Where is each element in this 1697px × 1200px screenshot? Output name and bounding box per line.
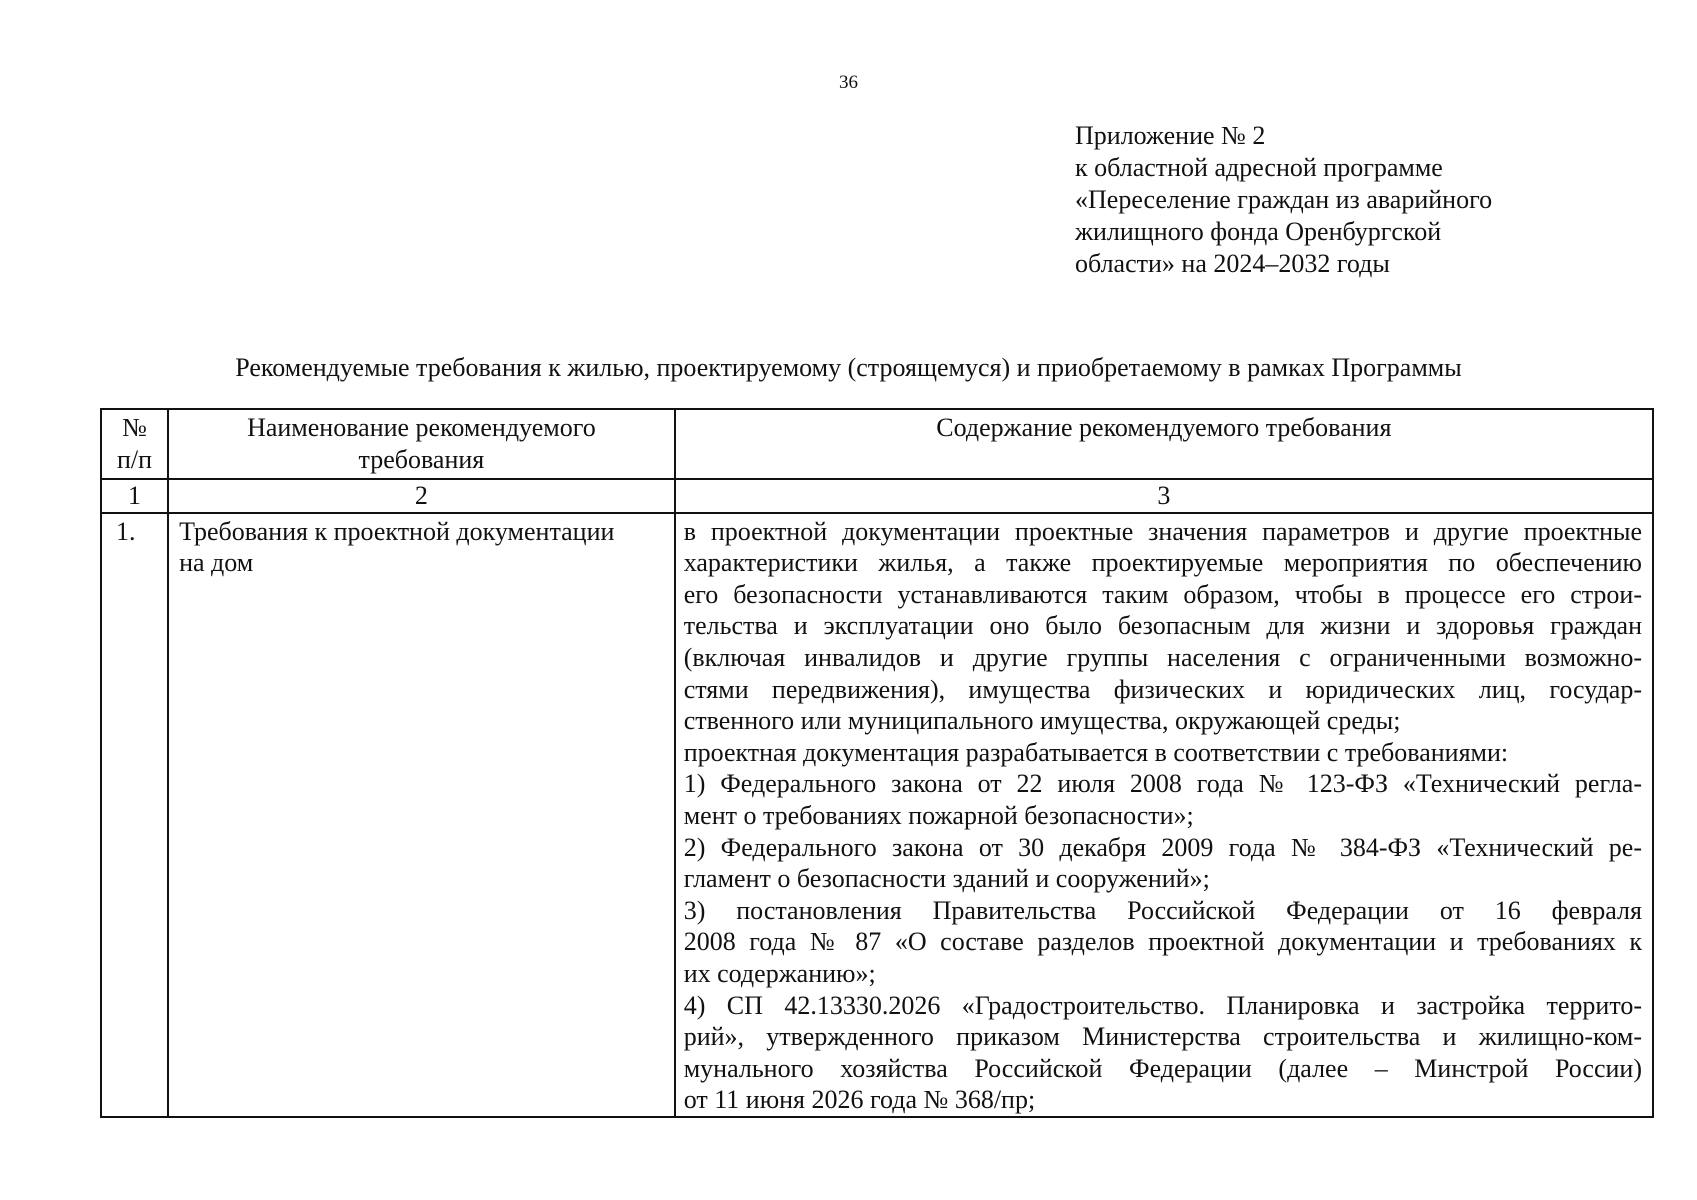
content-line: 4) СП 42.13330.2026 «Градостроительство. Планировка и застройка террито- [683, 990, 1642, 1020]
column-number: 2 [168, 479, 675, 513]
content-line: тельства и эксплуатации оно было безопасным для жизни и здоровья граждан [683, 611, 1642, 641]
requirement-name-line: на дом [179, 548, 254, 578]
content-line: характеристики жилья, а также проектируемые мероприятия по обеспечению [683, 548, 1642, 578]
header-requirement-name [168, 409, 675, 479]
requirement-content [675, 513, 1653, 1117]
header-number [101, 409, 168, 479]
content-line: гламент о безопасности зданий и сооружений»; [683, 864, 1210, 894]
content-line: (включая инвалидов и другие группы населения с ограниченными возможно- [683, 642, 1642, 672]
requirement-name-line: Требования к проектной документации [179, 516, 615, 546]
requirements-table [100, 408, 1654, 1118]
header-line: Наименование рекомендуемого [247, 413, 596, 442]
table-row [101, 513, 1653, 1117]
content-line: 3) постановления Правительства Российской Федерации от 16 февраля [683, 895, 1642, 925]
appendix-header [1075, 120, 1635, 280]
appendix-line: к областной адресной программе [1075, 153, 1443, 182]
content-line: мунального хозяйства Российской Федерации (далее – Минстрой России) [683, 1053, 1642, 1083]
requirement-name [168, 513, 675, 1117]
content-line: его безопасности устанавливаются таким образом, чтобы в процессе его строи- [683, 579, 1642, 609]
content-line: стями передвижения), имущества физических и юридических лиц, государ- [683, 674, 1642, 704]
content-line: ственного или муниципального имущества, окружающей среды; [683, 706, 1401, 736]
appendix-line: жилищного фонда Оренбургской [1075, 217, 1442, 246]
table-header-row [101, 409, 1653, 479]
content-line: 2008 года № 87 «О составе разделов проектной документации и требованиях к [683, 927, 1642, 957]
appendix-line: области» на 2024–2032 годы [1075, 249, 1390, 278]
header-line: п/п [117, 444, 153, 474]
content-line: мент о требованиях пожарной безопасности»; [683, 800, 1194, 830]
header-line: требования [358, 444, 485, 474]
appendix-line: Приложение № 2 [1075, 121, 1266, 150]
appendix-line: «Переселение граждан из аварийного [1075, 185, 1493, 214]
row-number: 1. [101, 513, 168, 1117]
content-line: их содержанию»; [683, 958, 876, 988]
content-line: от 11 июня 2026 года № 368/пр; [683, 1085, 1036, 1115]
page-number: 36 [839, 72, 858, 93]
content-line: в проектной документации проектные значения параметров и другие проектные [683, 516, 1642, 546]
column-number: 3 [675, 479, 1653, 513]
header-requirement-content [675, 409, 1653, 479]
content-line: рий», утвержденного приказом Министерства строительства и жилищно-ком- [683, 1022, 1642, 1052]
column-number-row [101, 479, 1653, 513]
header-line: Содержание рекомендуемого требования [936, 413, 1392, 442]
header-line: № [122, 413, 147, 442]
document-title: Рекомендуемые требования к жилью, проектируемому (строящемуся) и приобретаемому в рамках Программы [235, 353, 1462, 382]
content-line: 1) Федерального закона от 22 июля 2008 года № 123-ФЗ «Технический регла- [683, 769, 1642, 799]
content-line: 2) Федерального закона от 30 декабря 2009 года № 384-ФЗ «Технический ре- [683, 832, 1642, 862]
content-line: проектная документация разрабатывается в соответствии с требованиями: [683, 737, 1509, 767]
column-number: 1 [101, 479, 168, 513]
